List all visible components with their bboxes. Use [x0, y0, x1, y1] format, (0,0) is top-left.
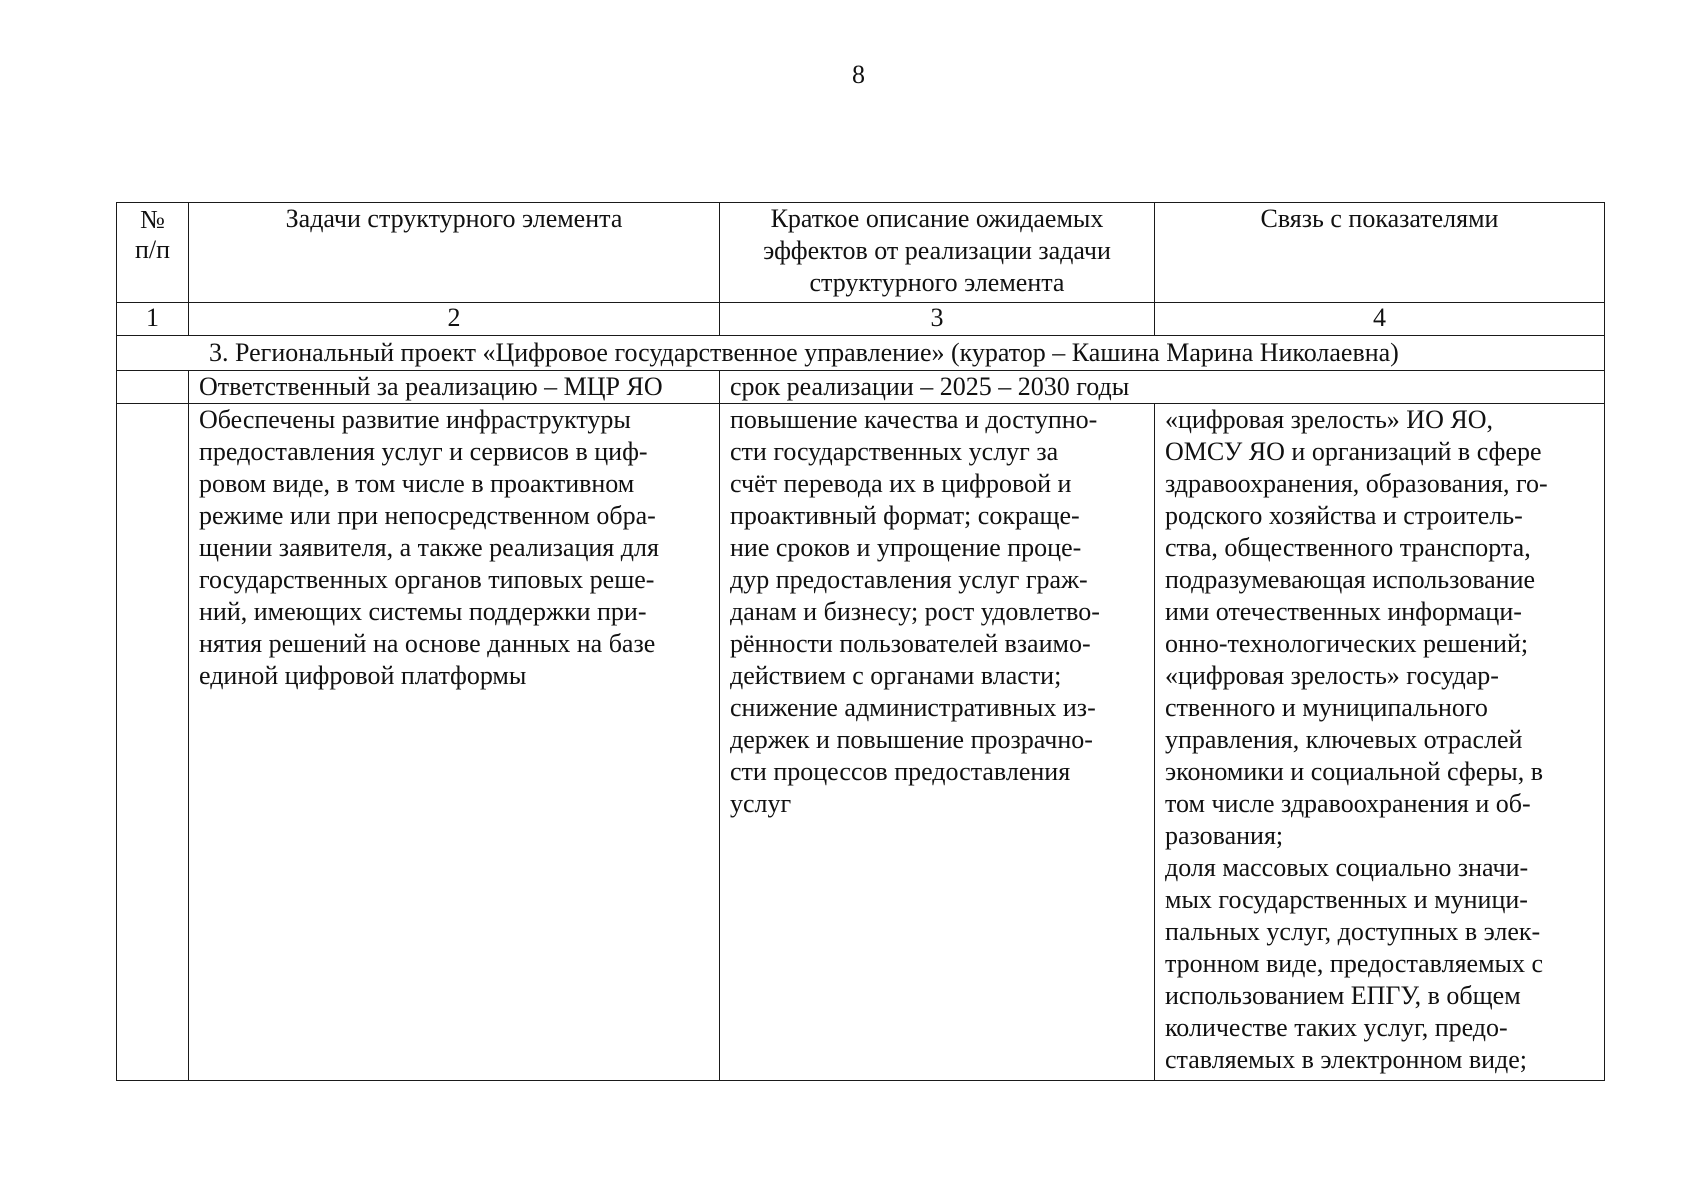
header-effects-line: структурного элемента: [809, 268, 1065, 297]
tasks-line: государственных органов типовых реше-: [199, 565, 655, 594]
effects-line: проактивный формат; сокраще-: [730, 501, 1080, 530]
project-title-row: [117, 336, 1605, 371]
header-effects-cell: [720, 203, 1155, 303]
column-number-cell: 4: [1155, 303, 1605, 336]
term-cell: срок реализации – 2025 – 2030 годы: [720, 371, 1605, 404]
header-number-line: п/п: [134, 235, 171, 264]
project-title: 3. Региональный проект «Цифровое государственное управление» (куратор – Кашина Марина Николаевна): [117, 336, 1605, 371]
effects-line: повышение качества и доступно-: [730, 405, 1098, 434]
indicators-line: экономики и социальной сферы, в: [1165, 757, 1544, 786]
empty-cell: [117, 404, 189, 1081]
tasks-line: ний, имеющих системы поддержки при-: [199, 597, 647, 626]
indicators-line: мых государственных и муници-: [1165, 885, 1528, 914]
column-number-cell: 2: [189, 303, 720, 336]
indicators-line: здравоохранения, образования, го-: [1165, 469, 1548, 498]
header-number-line: №: [140, 205, 165, 234]
indicators-line: количестве таких услуг, предо-: [1165, 1013, 1508, 1042]
effects-line: рённости пользователей взаимо-: [730, 629, 1091, 658]
indicators-line: ставляемых в электронном виде;: [1165, 1045, 1528, 1074]
indicators-line: ими отечественных информаци-: [1165, 597, 1522, 626]
page-number: 8: [852, 60, 865, 89]
tasks-line: Обеспечены развитие инфраструктуры: [199, 405, 631, 434]
header-effects-line: эффектов от реализации задачи: [763, 236, 1111, 265]
responsible-row: [117, 371, 1605, 404]
empty-cell: [117, 371, 189, 404]
tasks-cell: [189, 404, 720, 1081]
tasks-line: нятия решений на основе данных на базе: [199, 629, 656, 658]
indicators-line: доля массовых социально значи-: [1165, 853, 1529, 882]
indicators-line: разования;: [1165, 821, 1284, 850]
indicators-line: родского хозяйства и строитель-: [1165, 501, 1523, 530]
indicators-line: использованием ЕПГУ, в общем: [1165, 981, 1521, 1010]
effects-line: держек и повышение прозрачно-: [730, 725, 1093, 754]
indicators-line: управления, ключевых отраслей: [1165, 725, 1523, 754]
tasks-line: ровом виде, в том числе в проактивном: [199, 469, 635, 498]
column-number-cell: 1: [117, 303, 189, 336]
tasks-line: предоставления услуг и сервисов в циф-: [199, 437, 648, 466]
column-number-cell: 3: [720, 303, 1155, 336]
indicators-cell: [1155, 404, 1605, 1081]
effects-line: услуг: [730, 789, 792, 818]
indicators-line: подразумевающая использование: [1165, 565, 1536, 594]
indicators-line: тронном виде, предоставляемых с: [1165, 949, 1544, 978]
effects-cell: [720, 404, 1155, 1081]
effects-line: сти процессов предоставления: [730, 757, 1071, 786]
indicators-line: том числе здравоохранения и об-: [1165, 789, 1531, 818]
indicators-line: «цифровая зрелость» государ-: [1165, 661, 1499, 690]
header-effects-line: Краткое описание ожидаемых: [770, 204, 1104, 233]
header-tasks-cell: [189, 203, 720, 303]
indicators-line: ства, общественного транспорта,: [1165, 533, 1531, 562]
structural-elements-table: [116, 202, 1605, 1081]
tasks-line: режиме или при непосредственном обра-: [199, 501, 656, 530]
column-numbers-row: [117, 303, 1605, 336]
indicators-line: ственного и муниципального: [1165, 693, 1488, 722]
effects-line: данам и бизнесу; рост удовлетво-: [730, 597, 1100, 626]
header-tasks-line: Задачи структурного элемента: [285, 204, 623, 233]
effects-line: действием с органами власти;: [730, 661, 1062, 690]
tasks-line: щении заявителя, а также реализация для: [199, 533, 659, 562]
header-indicators-cell: [1155, 203, 1605, 303]
header-number-cell: [117, 203, 189, 303]
indicators-line: онно-технологических решений;: [1165, 629, 1529, 658]
indicators-line: «цифровая зрелость» ИО ЯО,: [1165, 405, 1493, 434]
table-header-row: [117, 203, 1605, 303]
tasks-line: единой цифровой платформы: [199, 661, 527, 690]
responsible-cell: Ответственный за реализацию – МЦР ЯО: [189, 371, 720, 404]
effects-line: сти государственных услуг за: [730, 437, 1059, 466]
indicators-line: пальных услуг, доступных в элек-: [1165, 917, 1541, 946]
effects-line: ние сроков и упрощение проце-: [730, 533, 1082, 562]
indicators-line: ОМСУ ЯО и организаций в сфере: [1165, 437, 1542, 466]
table-row: [117, 404, 1605, 1081]
header-indicators-line: Связь с показателями: [1260, 204, 1499, 233]
effects-line: дур предоставления услуг граж-: [730, 565, 1088, 594]
effects-line: снижение административных из-: [730, 693, 1096, 722]
effects-line: счёт перевода их в цифровой и: [730, 469, 1072, 498]
